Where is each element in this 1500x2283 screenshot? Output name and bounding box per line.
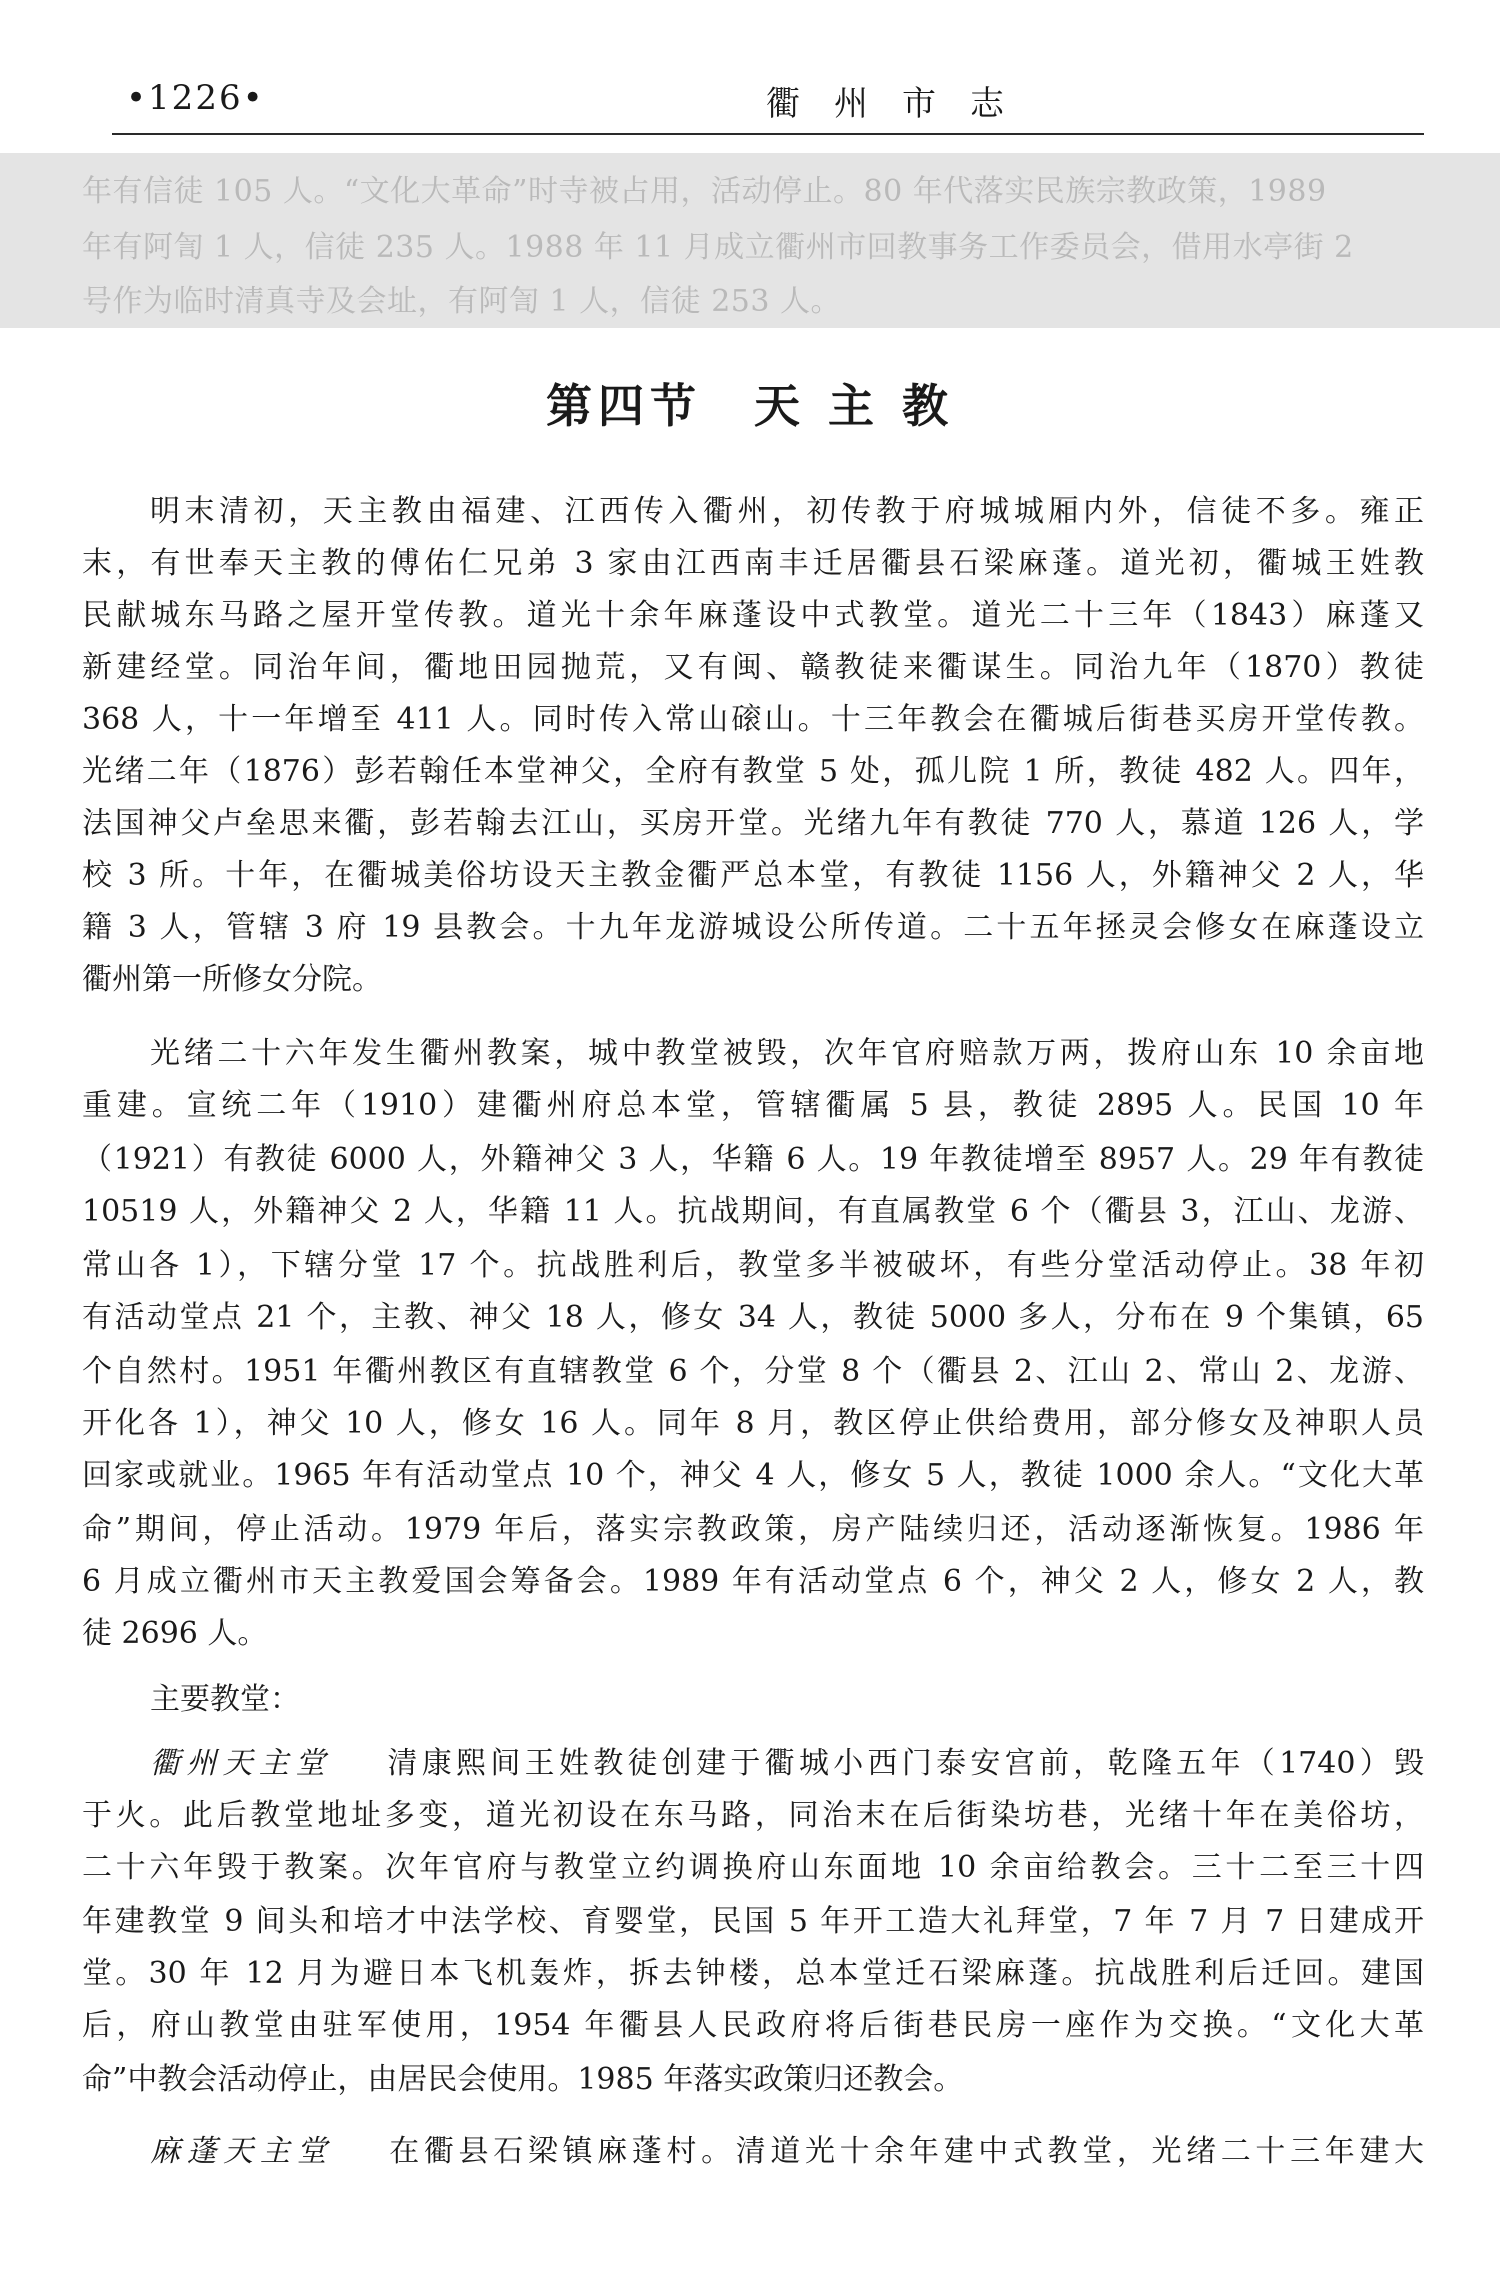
paragraph-line: 个自然村。1951 年衢州教区有直辖教堂 6 个，分堂 8 个（衢县 2、江山 2、常山 2、龙游、 — [82, 1354, 1424, 1389]
paragraph-line: （1921）有教徒 6000 人，外籍神父 3 人，华籍 6 人。19 年教徒增至 8957 人。29 年有教徒 — [82, 1142, 1424, 1177]
church-name: 衢州天主堂 — [150, 1746, 332, 1781]
paragraph-line: 开化各 1），神父 10 人，修女 16 人。同年 8 月，教区停止供给费用，部分修女及神职人员 — [82, 1406, 1424, 1441]
book-title: 衢州市志 — [766, 84, 1038, 124]
paragraph-line: 明末清初，天主教由福建、江西传入衢州，初传教于府城城厢内外，信徒不多。雍正 — [150, 494, 1424, 529]
paragraph-line: 年建教堂 9 间头和培才中法学校、育婴堂，民国 5 年开工造大礼拜堂，7 年 7 月 7 日建成开 — [82, 1904, 1424, 1939]
paragraph-line: 校 3 所。十年，在衢城美俗坊设天主教金衢严总本堂，有教徒 1156 人，外籍神父 2 人，华 — [82, 858, 1424, 893]
faded-line: 号作为临时清真寺及会址，有阿訇 1 人，信徒 253 人。 — [82, 284, 841, 319]
paragraph-line: 重建。宣统二年（1910）建衢州府总本堂，管辖衢属 5 县，教徒 2895 人。民国 10 年 — [82, 1088, 1424, 1123]
paragraph-line: 光绪二十六年发生衢州教案，城中教堂被毁，次年官府赔款万两，拨府山东 10 余亩地 — [150, 1036, 1424, 1071]
paragraph-line: 光绪二年（1876）彭若翰任本堂神父，全府有教堂 5 处，孤儿院 1 所，教徒 482 人。四年， — [82, 754, 1424, 789]
header-rule — [112, 133, 1424, 135]
faded-line: 年有阿訇 1 人，信徒 235 人。1988 年 11 月成立衢州市回教事务工作委员会，借用水亭街 2 — [82, 230, 1354, 265]
paragraph-line: 368 人，十一年增至 411 人。同时传入常山磙山。十三年教会在衢城后街巷买房开堂传教。 — [82, 702, 1424, 737]
paragraph-line: 后，府山教堂由驻军使用，1954 年衢县人民政府将后街巷民房一座作为交换。“文化大革 — [82, 2008, 1424, 2043]
paragraph-line: 衢州第一所修女分院。 — [82, 962, 382, 997]
page-header — [126, 72, 1424, 130]
church-name: 麻蓬天主堂 — [150, 2134, 334, 2169]
paragraph-line: 籍 3 人，管辖 3 府 19 县教会。十九年龙游城设公所传道。二十五年拯灵会修女在麻蓬设立 — [82, 910, 1424, 945]
church-entry-first-line — [150, 2132, 1424, 2172]
church-entry-first-line — [150, 1744, 1424, 1784]
paragraph-line: 法国神父卢垒思来衢，彭若翰去江山，买房开堂。光绪九年有教徒 770 人，慕道 126 人，学 — [82, 806, 1424, 841]
paragraph-line: 在衢县石梁镇麻蓬村。清道光十余年建中式教堂，光绪二十三年建大 — [389, 2134, 1425, 2169]
faded-line: 年有信徒 105 人。“文化大革命”时寺被占用，活动停止。80 年代落实民族宗教政策，1989 — [82, 174, 1327, 209]
paragraph-line: 10519 人，外籍神父 2 人，华籍 11 人。抗战期间，有直属教堂 6 个（衢县 3，江山、龙游、 — [82, 1194, 1424, 1229]
section-title: 第四节 天 主 教 — [545, 379, 955, 433]
paragraph-line: 有活动堂点 21 个，主教、神父 18 人，修女 34 人，教徒 5000 多人，分布在 9 个集镇，65 — [82, 1300, 1424, 1335]
paragraph-line: 二十六年毁于教案。次年官府与教堂立约调换府山东面地 10 余亩给教会。三十二至三十四 — [82, 1850, 1424, 1885]
paragraph-line: 堂。30 年 12 月为避日本飞机轰炸，拆去钟楼，总本堂迁石梁麻蓬。抗战胜利后迁回。建国 — [82, 1956, 1424, 1991]
paragraph-line: 清康熙间王姓教徒创建于衢城小西门泰安宫前，乾隆五年（1740）毁 — [387, 1746, 1424, 1781]
main-churches-heading: 主要教堂： — [150, 1682, 300, 1717]
paragraph-line: 末，有世奉天主教的傅佑仁兄弟 3 家由江西南丰迁居衢县石梁麻蓬。道光初，衢城王姓教 — [82, 546, 1424, 581]
paragraph-line: 命”期间，停止活动。1979 年后，落实宗教政策，房产陆续归还，活动逐渐恢复。1986 年 — [82, 1512, 1424, 1547]
paragraph-line: 命”中教会活动停止，由居民会使用。1985 年落实政策归还教会。 — [82, 2062, 964, 2097]
paragraph-line: 6 月成立衢州市天主教爱国会筹备会。1989 年有活动堂点 6 个，神父 2 人，修女 2 人，教 — [82, 1564, 1424, 1599]
paragraph-line: 徒 2696 人。 — [82, 1616, 268, 1651]
paragraph-line: 民献城东马路之屋开堂传教。道光十余年麻蓬设中式教堂。道光二十三年（1843）麻蓬又 — [82, 598, 1424, 633]
paragraph-line: 于火。此后教堂地址多变，道光初设在东马路，同治末在后街染坊巷，光绪十年在美俗坊， — [82, 1798, 1424, 1833]
paragraph-line: 常山各 1），下辖分堂 17 个。抗战胜利后，教堂多半被破坏，有些分堂活动停止。38 年初 — [82, 1248, 1424, 1283]
paragraph-line: 新建经堂。同治年间，衢地田园抛荒，又有闽、赣教徒来衢谋生。同治九年（1870）教徒 — [82, 650, 1424, 685]
paragraph-line: 回家或就业。1965 年有活动堂点 10 个，神父 4 人，修女 5 人，教徒 1000 余人。“文化大革 — [82, 1458, 1424, 1493]
page-number: •1226• — [126, 78, 265, 118]
